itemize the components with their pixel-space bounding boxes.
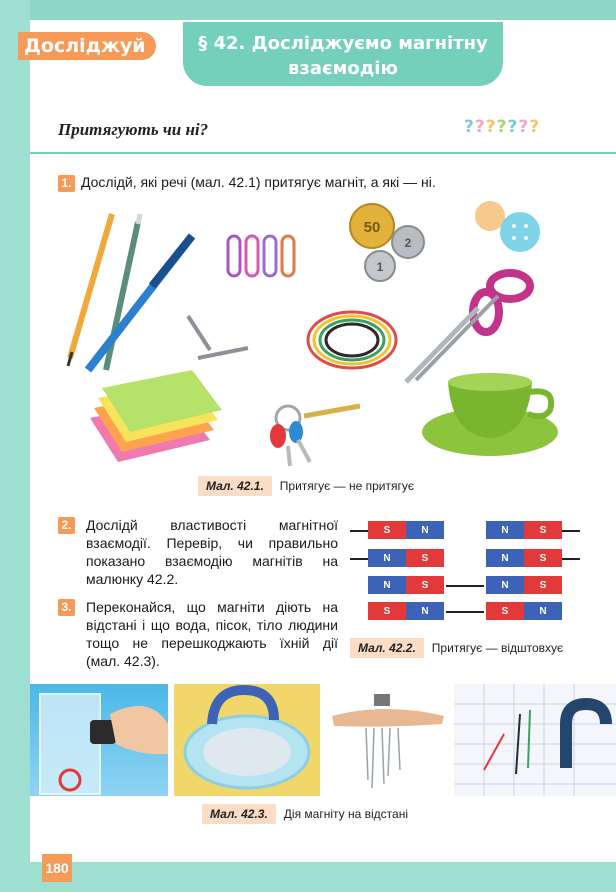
page-margin-strip: [0, 0, 30, 892]
figure-caption-text: Дія магніту на відстані: [283, 807, 408, 821]
magnet: [368, 602, 444, 620]
magnet-pole: N: [486, 521, 524, 539]
magnet-pole: S: [524, 549, 562, 567]
paper-clips-icon: [228, 236, 294, 276]
cup-icon: [422, 373, 558, 456]
task-text: Переконайся, що магніти діють на відстані і що вода, пісок, тіло людини тощо не перешкоджають їхній дії (мал. 42.3).: [86, 599, 338, 669]
photo-magnet-paper: [454, 684, 616, 796]
arrow-line: [562, 530, 580, 532]
arrow-line: [350, 530, 368, 532]
magnet-pole: N: [486, 549, 524, 567]
task-2: [58, 516, 338, 588]
figure-42-1-caption: [198, 476, 414, 496]
sticky-notes-icon: [90, 370, 222, 462]
magnet-pole: N: [486, 576, 524, 594]
figure-label: Мал. 42.2.: [350, 638, 424, 658]
task-number: 3.: [58, 599, 75, 616]
task-number: 2.: [58, 517, 75, 534]
rubber-bands-icon: [308, 312, 396, 368]
figure-caption-text: Притягує — відштовхує: [431, 641, 564, 655]
magnet-pole: S: [368, 602, 406, 620]
magnet-pole: S: [524, 576, 562, 594]
magnet-pole: S: [486, 602, 524, 620]
figure-label: Мал. 42.3.: [202, 804, 276, 824]
magnet: [486, 576, 562, 594]
task-text: Дослідй властивості магнітної взаємодії. Перевір, чи правильно показано взаємодію магнітів на малюнку 42.2.: [86, 517, 338, 587]
magnet-pole: N: [524, 602, 562, 620]
screws-icon: [188, 316, 248, 358]
figure-label: Мал. 42.1.: [198, 476, 272, 496]
coin-value: 1: [376, 260, 384, 274]
arrow-line: [350, 558, 368, 560]
magnet-pole: N: [368, 576, 406, 594]
magnet-pole: S: [368, 521, 406, 539]
section-tag: Досліджуй: [18, 32, 156, 60]
task-3: [58, 598, 338, 670]
task-text: Дослідй, які речі (мал. 42.1) притягує магніт, а які — ні.: [81, 174, 436, 190]
magnet-pole: N: [406, 602, 444, 620]
photo-magnet-water: [30, 684, 168, 796]
coin-value: 50: [363, 219, 381, 236]
arrow-line: [562, 558, 580, 560]
magnet-pole: S: [524, 521, 562, 539]
page-bottom-band: [0, 862, 616, 892]
arrow-line: [446, 585, 484, 587]
magnet: [486, 549, 562, 567]
figure-caption-text: Притягує — не притягує: [279, 479, 414, 493]
page-number: 180: [42, 854, 72, 882]
magnet: [368, 521, 444, 539]
photo-magnet-hand: [326, 684, 448, 796]
task-1: [58, 174, 436, 192]
magnet-pole: N: [368, 549, 406, 567]
arrow-line: [446, 611, 484, 613]
task-number: 1.: [58, 175, 75, 192]
magnet: [368, 576, 444, 594]
subheading: Притягують чи ні?: [58, 120, 209, 139]
photo-magnet-sand: [174, 684, 320, 796]
magnet-pole: N: [406, 521, 444, 539]
page-title: § 42. Досліджуємо магнітну взаємодію: [183, 22, 503, 86]
figure-42-2-caption: [350, 638, 563, 658]
magnet: [486, 602, 562, 620]
scissors-icon: [406, 273, 530, 382]
buttons-icon: [475, 201, 540, 252]
magnet: [368, 549, 444, 567]
figure-42-1-illustration: [60, 200, 580, 470]
keys-icon: [270, 406, 360, 466]
magnet-pole: S: [406, 576, 444, 594]
coin-value: 2: [404, 236, 412, 250]
question-marks-decoration: ???????: [464, 117, 541, 137]
coins-icon: [350, 204, 424, 281]
magnet: [486, 521, 562, 539]
figure-42-3-caption: [202, 804, 408, 824]
magnet-pole: S: [406, 549, 444, 567]
blue-pen-icon: [88, 236, 192, 370]
